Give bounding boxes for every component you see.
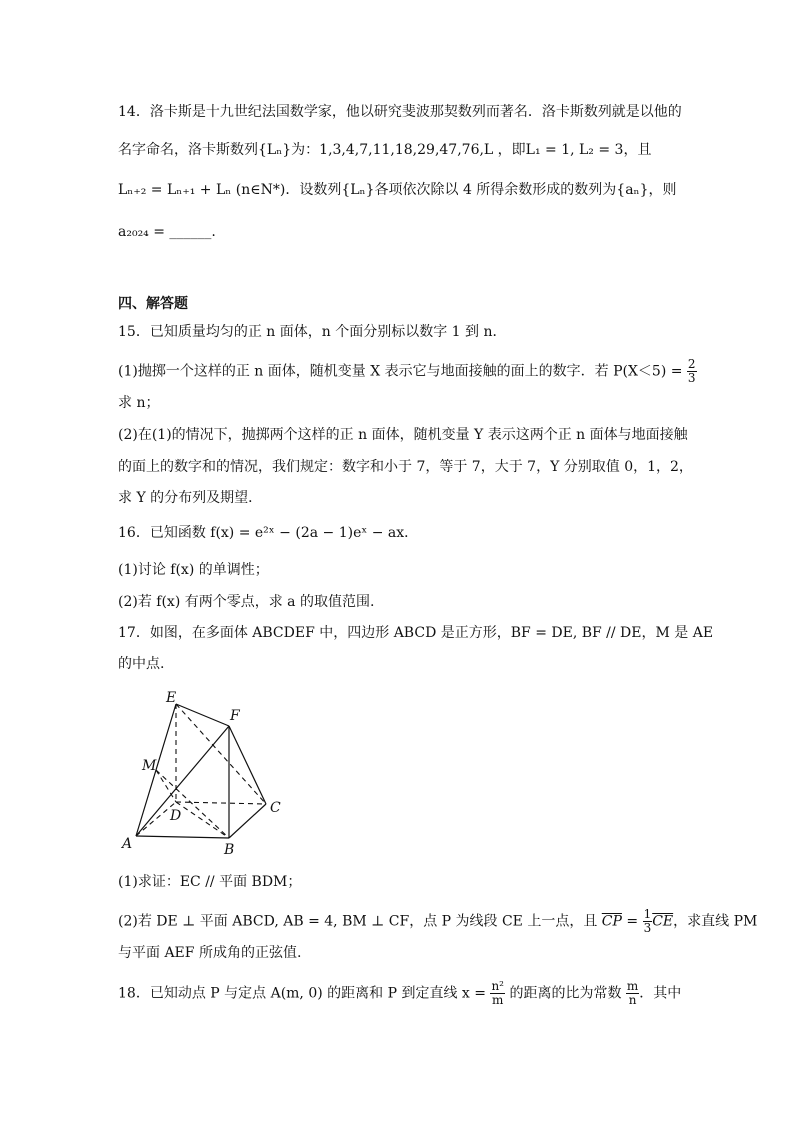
- q15-part1-line: [118, 358, 697, 385]
- q18-fraction1: [490, 980, 505, 1007]
- q17-part2-tail: ，求直线 PM: [673, 913, 758, 930]
- q15-frac-num: 2: [687, 357, 696, 371]
- q18-frac2-num: m: [626, 979, 639, 993]
- q18-line1: [118, 980, 681, 1007]
- q18-text-b: 的距离的比为常数: [505, 985, 622, 1002]
- q18-fraction2: [626, 980, 639, 1007]
- q17-stem-line2: 的中点.: [118, 656, 165, 672]
- q18-frac1-den: m: [492, 993, 504, 1007]
- q15-stem: 15．已知质量均匀的正 n 面体，n 个面分别标以数字 1 到 n．: [118, 324, 507, 340]
- q16-stem: 16．已知函数 f(x) = e²ˣ − (2a − 1)eˣ − ax．: [118, 525, 419, 541]
- vector-cp: $\overline{CP}$: [601, 913, 622, 930]
- q17-part2-line2: 与平面 AEF 所成角的正弦值.: [118, 945, 302, 961]
- q18-frac2-den: n: [628, 993, 637, 1007]
- q15-part1-text: (1)抛掷一个这样的正 n 面体，随机变量 X 表示它与地面接触的面上的数字．若 P(X＜5) =: [118, 363, 683, 380]
- q15-part1-end: 求 n；: [118, 395, 160, 411]
- q15-fraction: [687, 358, 697, 385]
- q15-part2-line3: 求 Y 的分布列及期望．: [118, 490, 263, 506]
- label-M: M: [142, 758, 157, 774]
- q17-part1: (1)求证：EC // 平面 BDM；: [118, 874, 302, 890]
- q17-part2-text: (2)若 DE ⊥ 平面 ABCD, AB = 4, BM ⊥ CF，点 P 为线段 CE 上一点，且: [118, 913, 598, 930]
- q17-frac-den: 3: [643, 921, 652, 935]
- section-title: 四、解答题: [118, 296, 188, 312]
- q14-line2: 名字命名，洛卡斯数列{Lₙ}为：1,3,4,7,11,18,29,47,76,L ，即L₁ = 1, L₂ = 3，且: [118, 142, 652, 158]
- label-C: C: [270, 800, 281, 816]
- q15-frac-den: 3: [687, 371, 696, 385]
- q14-line4: a₂₀₂₄ = ______.: [118, 224, 216, 240]
- q17-part2-line1: [118, 908, 757, 935]
- q17-eq: =: [621, 913, 643, 930]
- q14-line3: Lₙ₊₂ = Lₙ₊₁ + Lₙ (n∈N*)．设数列{Lₙ}各项依次除以 4 所得余数形成的数列为{aₙ}，则: [118, 182, 677, 198]
- q15-part2-line2: 的面上的数字和的情况，我们规定：数字和小于 7，等于 7，大于 7，Y 分别取值 0，1，2，: [118, 459, 693, 475]
- polyhedron-figure: [118, 686, 298, 858]
- label-E: E: [166, 690, 177, 706]
- label-F: F: [230, 708, 240, 724]
- q17-stem-line1: 17．如图，在多面体 ABCDEF 中，四边形 ABCD 是正方形，BF = DE, BF // DE，M 是 AE: [118, 625, 714, 641]
- q17-fraction: [643, 908, 653, 935]
- q16-part2: (2)若 f(x) 有两个零点，求 a 的取值范围.: [118, 594, 375, 610]
- label-D: D: [170, 808, 182, 824]
- label-B: B: [224, 842, 235, 858]
- q15-part2-line1: (2)在(1)的情况下，抛掷两个这样的正 n 面体，随机变量 Y 表示这两个正 n 面体与地面接触: [118, 427, 688, 443]
- q18-text-c: ．其中: [639, 985, 682, 1002]
- q18-frac1-num: n²: [491, 979, 504, 993]
- q18-text-a: 18．已知动点 P 与定点 A(m, 0) 的距离和 P 到定直线 x =: [118, 985, 486, 1002]
- q14-line1: 14．洛卡斯是十九世纪法国数学家，他以研究斐波那契数列而著名．洛卡斯数列就是以他的: [118, 104, 682, 120]
- label-A: A: [122, 836, 133, 852]
- q16-part1: (1)讨论 f(x) 的单调性；: [118, 562, 269, 578]
- vector-ce: $\overline{CE}$: [652, 913, 674, 930]
- q17-frac-num: 1: [643, 907, 652, 921]
